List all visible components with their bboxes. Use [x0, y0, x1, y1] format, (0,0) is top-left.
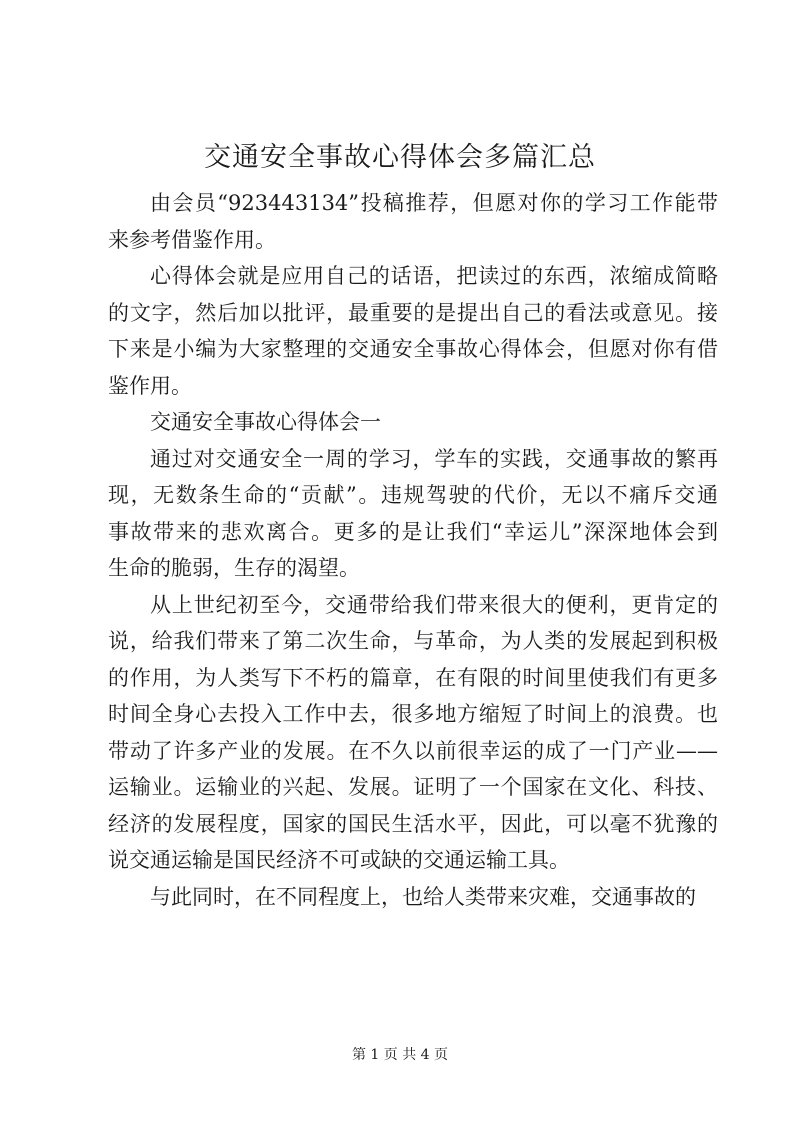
paragraph-line: 下来是小编为大家整理的交通安全事故心得体会，但愿对你有借: [108, 337, 718, 361]
document-title: 交通安全事故心得体会多篇汇总: [204, 142, 596, 173]
paragraph-line: 来参考借鉴作用。: [108, 227, 276, 252]
page-number-footer: 第 1 页 共 4 页: [351, 1047, 449, 1063]
paragraph-preface: [108, 258, 718, 404]
paragraph-line: 的文字，然后加以批评，最重要的是提出自己的看法或意见。接: [108, 300, 718, 325]
paragraph-line: 生命的脆弱，生存的渴望。: [108, 556, 360, 580]
paragraph-line: 的作用，为人类写下不朽的篇章，在有限的时间里使我们有更多: [108, 665, 718, 690]
paragraph-line: 运输业。运输业的兴起、发展。证明了一个国家在文化、科技、: [108, 775, 718, 799]
paragraph-line: 事故带来的悲欢离合。更多的是让我们“幸运儿”深深地体会到: [108, 519, 718, 544]
paragraph-line: 经济的发展程度，国家的国民生活水平，因此，可以毫不犹豫的: [108, 811, 718, 836]
paragraph-line: 心得体会就是应用自己的话语，把读过的东西，浓缩成简略: [150, 264, 718, 288]
paragraph-line: 现，无数条生命的“贡献”。违规驾驶的代价，无以不痛斥交通: [108, 483, 718, 507]
paragraph-intro: [108, 185, 718, 258]
paragraph-body-2: [108, 587, 718, 879]
paragraph-line: 说交通运输是国民经济不可或缺的交通运输工具。: [108, 848, 570, 872]
paragraph-line: 从上世纪初至今，交通带给我们带来很大的便利，更肯定的: [150, 592, 718, 617]
paragraph-line: 由会员“923443134”投稿推荐，但愿对你的学习工作能带: [150, 191, 718, 215]
paragraph-line: 说，给我们带来了第二次生命，与革命，为人类的发展起到积极: [108, 629, 718, 653]
document-body: [108, 185, 718, 915]
section-heading: [108, 404, 718, 441]
paragraph-line: 鉴作用。: [108, 373, 192, 398]
paragraph-line: 时间全身心去投入工作中去，很多地方缩短了时间上的浪费。也: [108, 702, 718, 726]
paragraph-body-1: [108, 441, 718, 587]
paragraph-body-3: [108, 879, 718, 916]
paragraph-line: 通过对交通安全一周的学习，学车的实践，交通事故的繁再: [150, 446, 718, 471]
paragraph-line: 与此同时，在不同程度上，也给人类带来灾难，交通事故的: [150, 884, 696, 909]
section-heading-text: 交通安全事故心得体会一: [150, 410, 381, 434]
paragraph-line: 带动了许多产业的发展。在不久以前很幸运的成了一门产业——: [108, 738, 718, 763]
